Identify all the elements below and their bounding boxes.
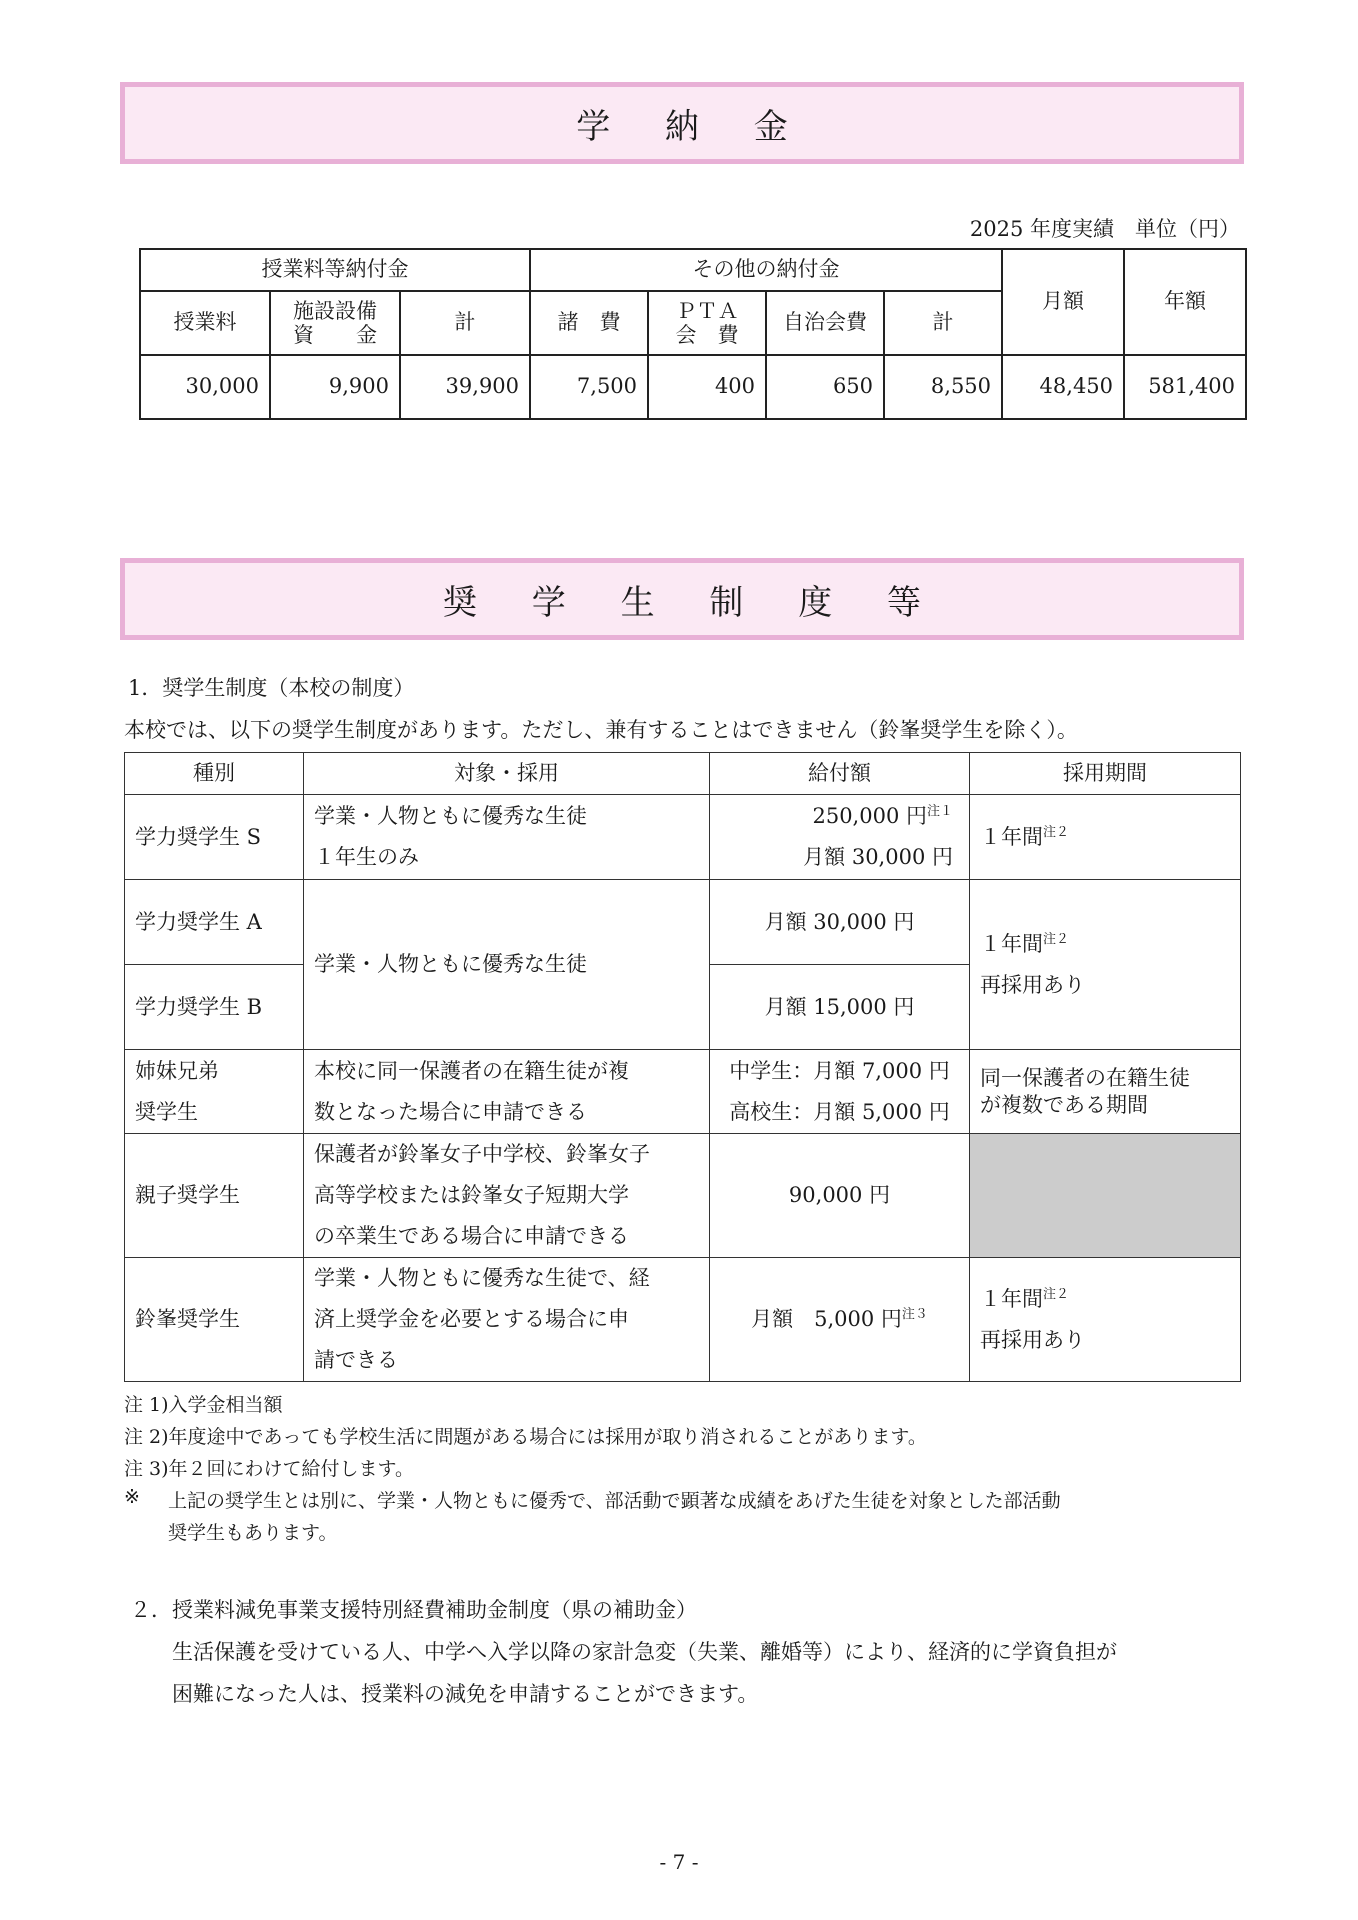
unit-note: 2025 年度実績 単位（円） [969,217,1240,241]
row-s-target [304,795,710,880]
row-suzumine-period [970,1258,1241,1382]
scholarship-banner [120,558,1244,640]
row-parent-type: 親子奨学生 [125,1134,304,1258]
row-siblings-type-line2: 奨学生 [135,1099,198,1124]
table-row [125,795,1241,880]
row-s-period [970,795,1241,880]
row-suzumine-type: 鈴峯奨学生 [125,1258,304,1382]
fees-value-pta: 400 [648,355,766,419]
row-siblings-target-line1: 本校に同一保護者の在籍生徒が複 [314,1058,629,1083]
fees-value-subtotal2: 8,550 [884,355,1002,419]
row-s-amount-line2: 月額 30,000 円 [803,845,953,869]
row-a-type: 学力奨学生 A [125,880,304,965]
row-s-target-line2: １年生のみ [314,845,419,869]
fees-group2-header: その他の納付金 [530,249,1002,291]
row-ab-period-line2: 再採用あり [980,972,1085,997]
fees-banner [120,82,1244,164]
row-s-amount [710,795,970,880]
fees-title: 学 納 金 [576,106,810,147]
row-b-type: 学力奨学生 B [125,965,304,1050]
fees-yearly-header: 年額 [1124,249,1246,355]
row-suzumine-target [304,1258,710,1382]
page-number: - 7 - [659,1850,699,1874]
row-s-period-text: １年間 [980,824,1043,849]
row-siblings-target-line2: 数となった場合に申請できる [314,1099,587,1124]
section2-line1: 生活保護を受けている人、中学へ入学以降の家計急変（失業、離婚等）により、経済的に学資負担が [172,1640,1117,1664]
row-suzumine-target-line1: 学業・人物ともに優秀な生徒で、経 [314,1266,650,1290]
fees-value-yearly: 581,400 [1124,355,1246,419]
row-ab-target: 学業・人物ともに優秀な生徒 [304,880,710,1050]
fees-pta-line2: 会 費 [675,323,739,347]
row-siblings-amount [710,1050,970,1134]
row-siblings-amount-line1: 中学生：月額 7,000 円 [729,1058,950,1083]
row-ab-period [970,880,1241,1050]
row-siblings-target [304,1050,710,1134]
table-row [125,1050,1241,1134]
fees-tuition-header: 授業料 [140,291,270,355]
table-row [125,880,1241,965]
table-row [125,1134,1241,1258]
row-suzumine-target-line2: 済上奨学金を必要とする場合に申 [314,1307,629,1331]
row-parent-target-line1: 保護者が鈴峯女子中学校、鈴峯女子 [314,1142,650,1166]
fees-value-subtotal1: 39,900 [400,355,530,419]
header-amount: 給付額 [710,753,970,795]
fees-monthly-header: 月額 [1002,249,1124,355]
row-siblings-type [125,1050,304,1134]
row-suzumine-amount-note: 注３ [901,1307,928,1322]
row-s-target-line1: 学業・人物ともに優秀な生徒 [314,804,587,828]
fees-council-header: 自治会費 [766,291,884,355]
row-ab-period-note: 注２ [1043,931,1070,947]
fees-misc-header: 諸 費 [530,291,648,355]
row-suzumine-target-line3: 請できる [314,1348,398,1372]
fees-pta-header [648,291,766,355]
remark-line1: 上記の奨学生とは別に、学業・人物ともに優秀で、部活動で顕著な成績をあげた生徒を対象とした部活動 [168,1490,1061,1512]
section1-title: 1．奨学生制度（本校の制度） [128,676,415,700]
row-s-amount-line1: 250,000 円 [812,804,927,828]
note-3: 注 3)年２回にわけて給付します。 [124,1458,415,1480]
section2-line2: 困難になった人は、授業料の減免を申請することができます。 [172,1682,759,1706]
row-parent-period-empty [970,1134,1241,1258]
row-s-type: 学力奨学生 S [125,795,304,880]
remark-line2: 奨学生もあります。 [168,1522,338,1544]
scholarship-title: 奨 学 生 制 度 等 [442,582,944,623]
table-row [125,1258,1241,1382]
row-parent-target-line3: の卒業生である場合に申請できる [314,1224,629,1248]
fees-facility-line2: 資 金 [293,323,377,347]
section2-title: ２．授業料減免事業支援特別経費補助金制度（県の補助金） [130,1598,697,1622]
fees-value-tuition: 30,000 [140,355,270,419]
note-2: 注 2)年度途中であっても学校生活に問題がある場合には採用が取り消されることがあります。 [124,1426,927,1448]
header-period: 採用期間 [970,753,1241,795]
row-siblings-period-line1: 同一保護者の在籍生徒 [980,1065,1190,1090]
fees-value-monthly: 48,450 [1002,355,1124,419]
scholarship-table [124,752,1241,1382]
row-suzumine-period-line2: 再採用あり [980,1327,1085,1352]
row-ab-period-line1: １年間 [980,931,1043,956]
fees-facility-header [270,291,400,355]
row-parent-target-line2: 高等学校または鈴峯女子短期大学 [314,1183,629,1207]
section1-intro: 本校では、以下の奨学生制度があります。ただし、兼有することはできません（鈴峯奨学生を除く）。 [124,718,1078,742]
fees-value-council: 650 [766,355,884,419]
row-siblings-period-line2: が複数である期間 [980,1092,1148,1117]
fees-pta-line1: ＰＴＡ [675,298,739,323]
row-s-period-note: 注２ [1043,824,1070,840]
row-parent-amount: 90,000 円 [710,1134,970,1258]
remark-mark: ※ [124,1486,140,1508]
fees-value-misc: 7,500 [530,355,648,419]
row-siblings-amount-line2: 高校生：月額 5,000 円 [729,1099,950,1124]
note-1: 注 1)入学金相当額 [124,1394,283,1416]
row-a-amount: 月額 30,000 円 [710,880,970,965]
fees-table [139,248,1247,420]
fees-group1-header: 授業料等納付金 [140,249,530,291]
row-suzumine-amount [710,1258,970,1382]
row-suzumine-period-line1: １年間 [980,1286,1043,1311]
header-target: 対象・採用 [304,753,710,795]
row-b-amount: 月額 15,000 円 [710,965,970,1050]
row-s-amount-note: 注１ [926,804,953,819]
fees-subtotal1-header: 計 [400,291,530,355]
fees-subtotal2-header: 計 [884,291,1002,355]
fees-value-facility: 9,900 [270,355,400,419]
row-suzumine-period-note: 注２ [1043,1286,1070,1302]
row-suzumine-amount-text: 月額 5,000 円 [751,1307,902,1331]
header-type: 種別 [125,753,304,795]
row-siblings-type-line1: 姉妹兄弟 [135,1058,219,1083]
row-parent-target [304,1134,710,1258]
fees-facility-line1: 施設設備 [293,298,377,323]
row-siblings-period [970,1050,1241,1134]
